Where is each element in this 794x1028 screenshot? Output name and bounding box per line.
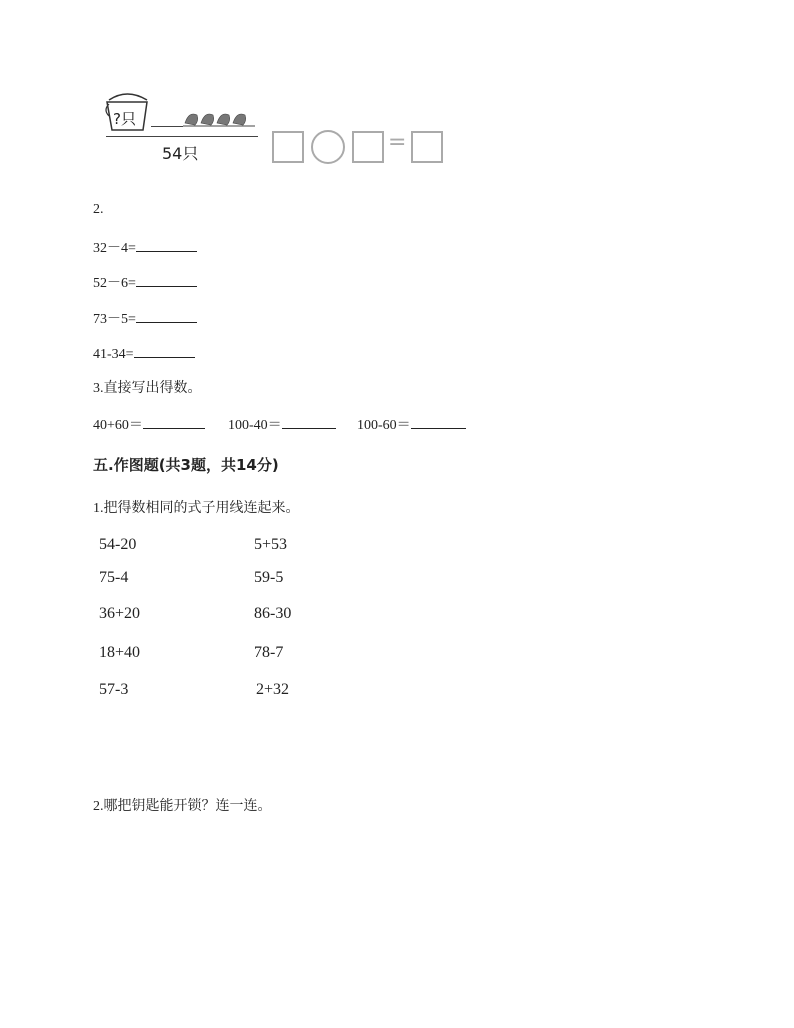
q3-item-2: 100-40＝ [228,414,336,434]
match-right-5[interactable]: 2+32 [256,681,290,698]
q2-item-4: 41-34= [93,343,195,363]
answer-blank[interactable] [136,237,197,252]
answer-blank[interactable] [134,343,195,358]
equation-result-box[interactable] [411,131,443,163]
answer-blank[interactable] [282,414,336,429]
answer-blank[interactable] [136,272,197,287]
match-right-4[interactable]: 78-7 [254,644,284,661]
match-left-1[interactable]: 54-20 [99,536,137,553]
equation-box-1[interactable] [272,131,304,163]
figure-top-line [151,126,183,127]
q3-title: 3.直接写出得数。 [93,381,202,396]
equation-equals-sign: = [388,130,407,155]
match-right-2[interactable]: 59-5 [254,569,284,586]
equation-operator-circle[interactable] [311,130,345,164]
match-right-3[interactable]: 86-30 [254,605,292,622]
q2-item-1: 32－4= [93,237,197,257]
section-heading: 五.作图题(共3题，共14分) [93,456,279,474]
match-left-5[interactable]: 57-3 [99,681,129,698]
q2-item-3: 73－5= [93,308,197,328]
bucket-unknown-label: ?只 [113,110,136,128]
key-question-title: 2.哪把钥匙能开锁？连一连。 [93,799,272,814]
q2-item-2: 52－6= [93,272,197,292]
match-left-2[interactable]: 75-4 [99,569,129,586]
q2-number: 2. [93,202,104,217]
match-question-title: 1.把得数相同的式子用线连起来。 [93,501,300,516]
answer-blank[interactable] [411,414,466,429]
match-left-3[interactable]: 36+20 [99,605,141,622]
match-left-4[interactable]: 18+40 [99,644,141,661]
q3-item-1: 40+60＝ [93,414,205,434]
match-right-1[interactable]: 5+53 [254,536,288,553]
answer-blank[interactable] [136,308,197,323]
answer-blank[interactable] [143,414,205,429]
animals-row-icon [183,105,255,129]
figure-total-label: 54只 [162,144,199,163]
equation-box-2[interactable] [352,131,384,163]
figure-bottom-line [106,136,258,137]
q3-item-3: 100-60＝ [357,414,466,434]
